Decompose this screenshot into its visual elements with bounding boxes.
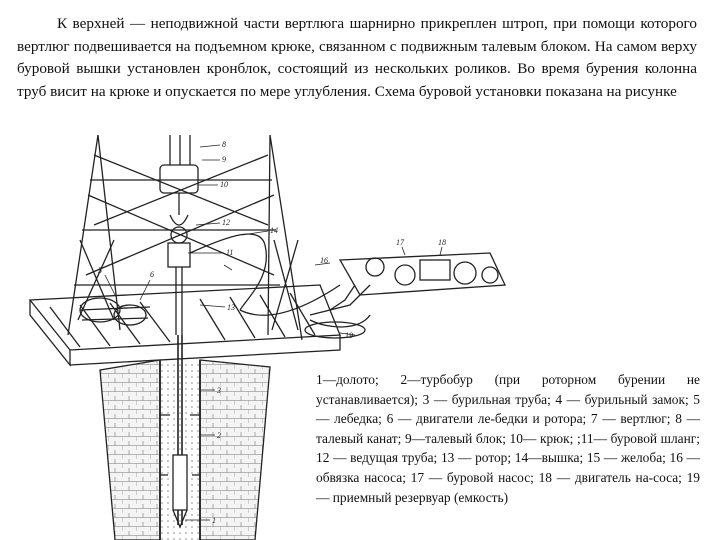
- drawworks: [80, 298, 150, 325]
- callout-label: 5: [98, 266, 102, 275]
- callout-label: 1: [212, 516, 216, 525]
- callout-label: 10: [220, 180, 228, 189]
- callout-label: 11: [226, 248, 234, 257]
- callout-label: 12: [222, 218, 230, 227]
- callout-label: 2: [217, 431, 221, 440]
- callout-label: 9: [222, 155, 226, 164]
- callout-label: 14: [270, 226, 278, 235]
- mud-pump: [310, 253, 505, 327]
- callout-label: 6: [150, 270, 154, 279]
- callout-label: 18: [438, 238, 446, 247]
- pump-line: [310, 285, 370, 315]
- callout-label: 13: [227, 303, 235, 312]
- callout-label: 19: [345, 331, 353, 340]
- intro-paragraph: К верхней — неподвижной части вертлюга шарнирно прикреплен штроп, при помощи которого вертлюг подвешивается на подъемном крюке, связанном с подвижным талевым блоком. На самом верху буровой вышки установлен кронблок, состоящий из нескольких роликов. Во время бурения колонна труб висит на крюке и опускается по мере углубления. Схема буровой установки показана на рисунке: [17, 15, 697, 100]
- callout-label: 8: [222, 140, 226, 149]
- callout-label: 3: [217, 386, 221, 395]
- drill-floor: [30, 285, 340, 365]
- borehole-section: [100, 335, 270, 540]
- callout-label: 17: [396, 238, 404, 247]
- figure-caption: 1—долото; 2—турбобур (при роторном бурении не устанавливается); 3 — бурильная труба; 4 — бурильный замок; 5 — лебедка; 6 — двигатели ле-бедки и ротора; 7 — вертлюг; 8 — талевый канат; 9—талевый блок; 10— крюк; ;11— буровой шланг; 12 — ведущая труба; 13 — ротор; 14—вышка; 15 — желоба; 16 — обвязка насоса; 17 — буровой насос; 18 — двигатель на-соса; 19 — приемный резервуар (емкость): [316, 372, 700, 505]
- callout-label: 16: [320, 256, 328, 265]
